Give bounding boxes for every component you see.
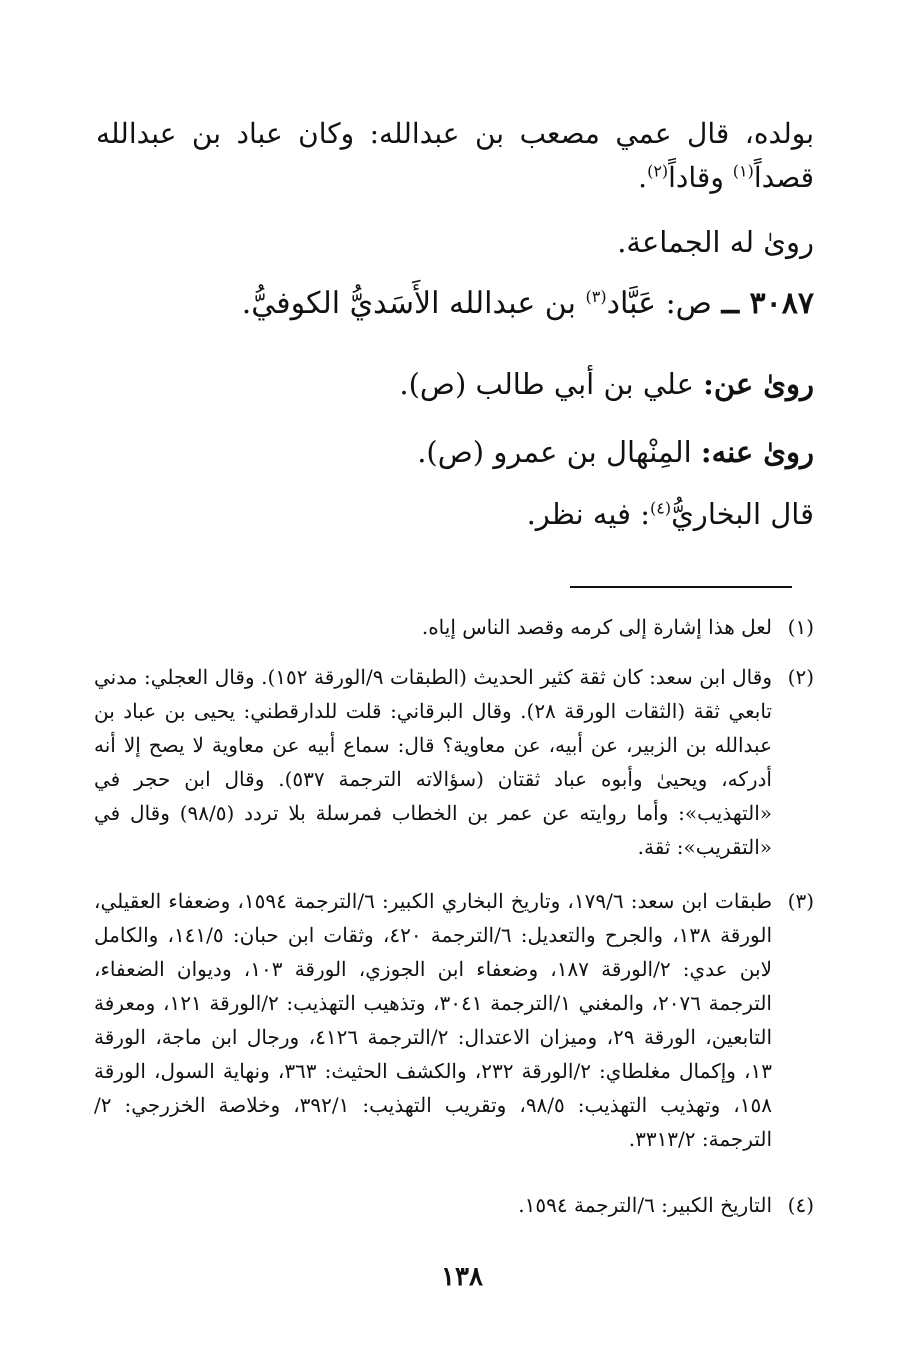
paragraph-end: . xyxy=(638,161,648,194)
footnote-2-text: وقال ابن سعد: كان ثقة كثير الحديث (الطبقات ٩/الورقة ١٥٢). وقال العجلي: مدني تابعي ثقة (الثقات الورقة ٢٨). وقال البرقاني: قلت للدارقطني: يحيى بن عباد بن عبدالله بن الزبير، عن أبيه، عن معاوية؟ قال: سماع أبيه عن معاوية لا يصح إلا أنه أدركه، ويحيىٰ وأبوه عباد ثقتان (سؤالاته الترجمة ٥٣٧). وقال ابن حجر في «التهذيب»: وأما روايته عن عمر بن الخطاب فمرسلة بلا تردد (٩٨/٥) وقال في «التقريب»: ثقة. xyxy=(94,665,772,859)
bukhari-statement xyxy=(80,494,814,534)
continuation-paragraph xyxy=(96,112,814,200)
footnote-divider xyxy=(570,586,792,588)
footnote-3-text: طبقات ابن سعد: ١٧٩/٦، وتاريخ البخاري الكبير: ٦/الترجمة ١٥٩٤، وضعفاء العقيلي، الورقة ١٣٨، والجرح والتعديل: ٦/الترجمة ٤٢٠، وثقات ابن حبان: ١٤١/٥، والكامل لابن عدي: ٢/الورقة ١٨٧، وضعفاء ابن الجوزي، الورقة ١٠٣، وديوان الضعفاء، الترجمة ٢٠٧٦، والمغني ١/الترجمة ٣٠٤١، وتذهيب التهذيب: ٢/الورقة ١٢١، ومعرفة التابعين، الورقة ٢٩، وميزان الاعتدال: ٢/الترجمة ٤١٢٦، ورجال ابن ماجة، الورقة ١٣، وإكمال مغلطاي: ٢/الورقة ٢٣٢، والكشف الحثيث: ٣٦٣، ونهاية السول، الورقة ١٥٨، وتهذيب التهذيب: ٩٨/٥، وتقريب التهذيب: ٣٩٢/١، وخلاصة الخزرجي: ٢/الترجمة: ٣٣١٣/٢. xyxy=(94,889,773,1151)
narrated-by-text: المِنْهال بن عمرو (ص). xyxy=(417,435,692,469)
entry-code: ص: xyxy=(665,286,712,321)
footnote-4-number: (٤) xyxy=(787,1193,814,1217)
footnote-2-number: (٢) xyxy=(787,665,814,689)
entry-name-part2: بن عبدالله الأَسَديُّ الكوفيُّ. xyxy=(241,286,576,321)
footnote-marker-2[interactable]: (٢) xyxy=(647,161,669,181)
footnote-marker-3[interactable]: (٣) xyxy=(585,287,607,306)
page-number: ١٣٨ xyxy=(441,1262,483,1292)
footnote-marker-4[interactable]: (٤) xyxy=(650,498,672,518)
footnote-3 xyxy=(94,884,814,1156)
paragraph-text-2: وقاداً xyxy=(668,161,724,194)
bukhari-text-after: : فيه نظر. xyxy=(526,497,651,531)
bukhari-text-before: قال البخاريُّ xyxy=(671,497,814,531)
footnote-marker-1[interactable]: (١) xyxy=(732,161,754,181)
footnote-2 xyxy=(94,660,814,864)
narrated-from-label: روىٰ عن: xyxy=(703,367,814,401)
footnote-1-text: لعل هذا إشارة إلى كرمه وقصد الناس إياه. xyxy=(421,615,772,639)
narrated-from-text: علي بن أبي طالب (ص). xyxy=(399,367,694,401)
footnote-1-number: (١) xyxy=(787,615,814,639)
narrated-by xyxy=(80,432,814,472)
narrated-by-label: روىٰ عنه: xyxy=(700,435,814,469)
footnote-4 xyxy=(94,1188,814,1222)
narrated-by-group xyxy=(80,222,814,262)
footnote-4-text: التاريخ الكبير: ٦/الترجمة ١٥٩٤. xyxy=(518,1193,772,1217)
footnote-3-number: (٣) xyxy=(787,889,814,913)
footnote-1 xyxy=(94,610,814,644)
entry-heading xyxy=(80,284,814,324)
paragraph-text-1: بولده، قال عمي مصعب بن عبدالله: وكان عباد بن عبدالله قصداً xyxy=(96,117,814,194)
narrated-by-group-text: روىٰ له الجماعة. xyxy=(617,225,814,259)
entry-name-part1: عَبَّاد xyxy=(606,286,657,321)
entry-number: ٣٠٨٧ ــ xyxy=(721,286,814,321)
narrated-from xyxy=(80,364,814,404)
